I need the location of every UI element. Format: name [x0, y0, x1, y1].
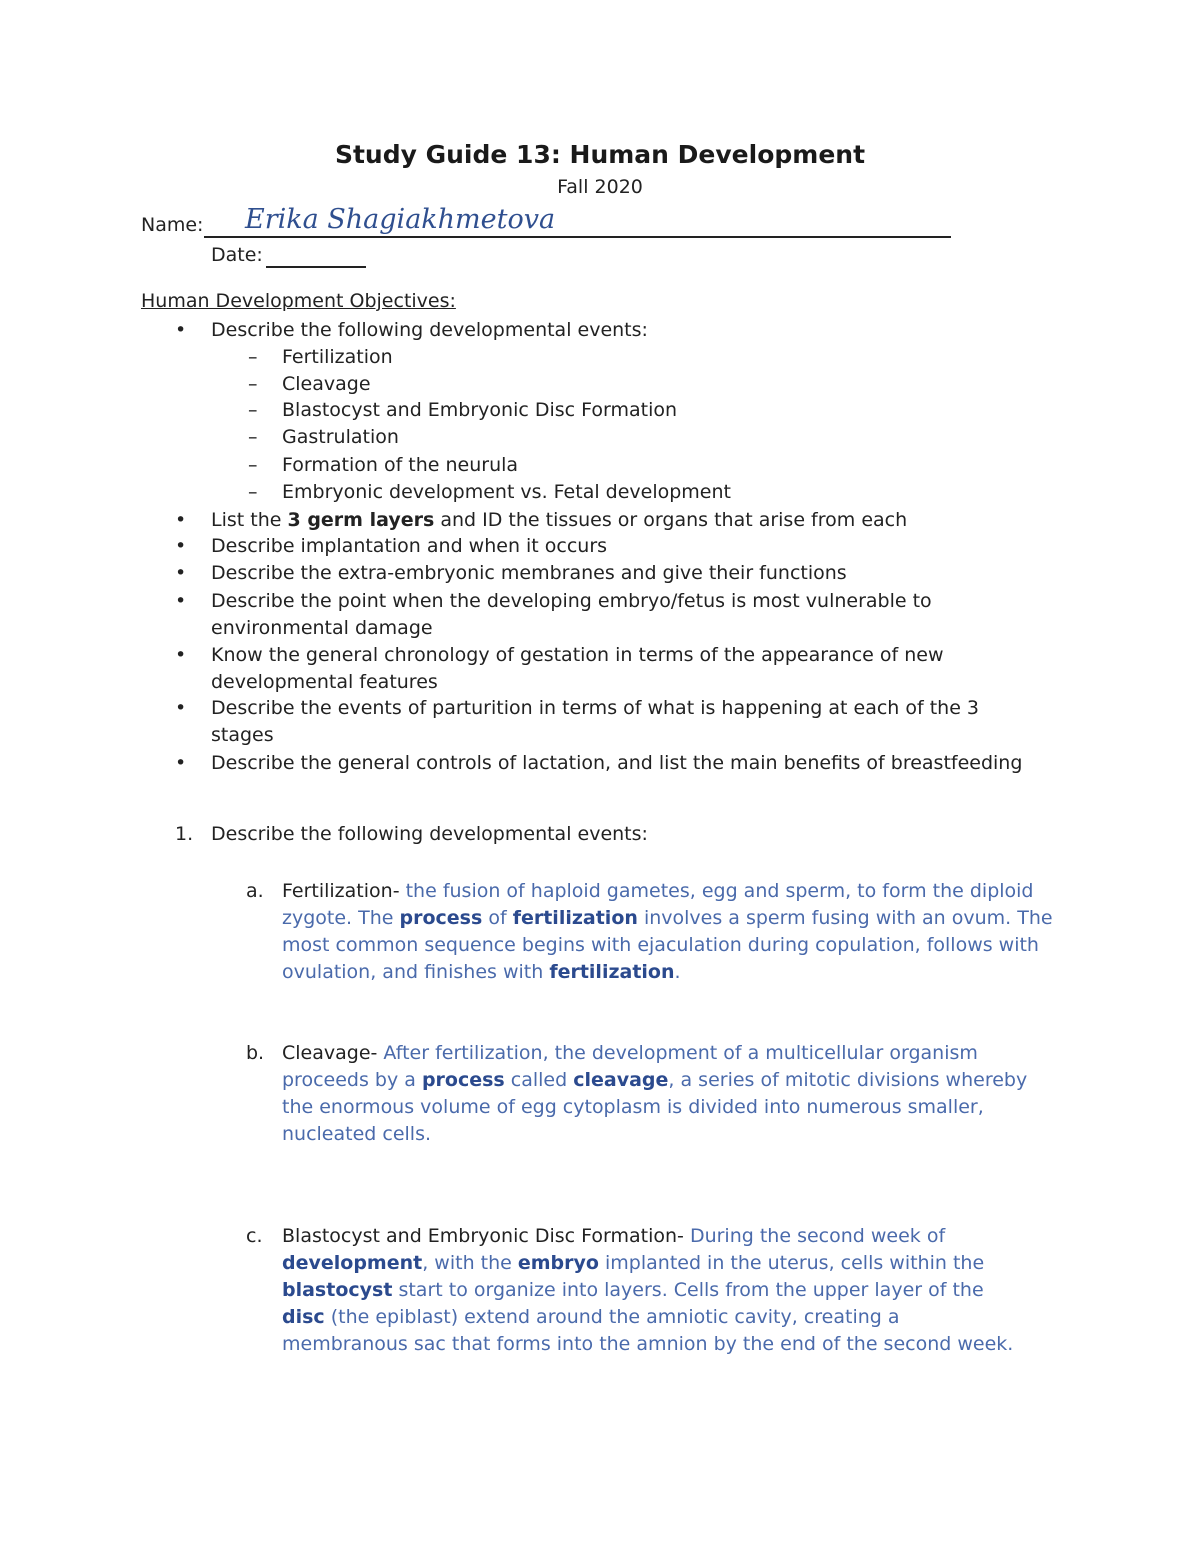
bullet-icon: • [175, 697, 187, 719]
objective-text: Describe the events of parturition in terms of what is happening at each of the 3 stages [211, 697, 980, 746]
dash-icon: – [248, 399, 258, 421]
objectives-heading: Human Development Objectives: [141, 290, 456, 312]
name-field [141, 204, 951, 238]
sub-item-text: Formation of the neurula [282, 454, 519, 476]
objective-item [175, 750, 1091, 777]
sub-item-text: Gastrulation [282, 426, 399, 448]
date-label: Date: [211, 244, 263, 266]
date-underline [266, 266, 366, 268]
objective-text-post: and ID the tissues or organs that arise from each [434, 509, 908, 531]
answer-text: During the second week of development, with the embryo implanted in the uterus, cells within the blastocyst start to organize into layers. Cells from the upper layer of the disc (the epiblast) extend around the amniotic cavity, creating a membranous sac that forms into the amnion by the end of the second week. [282, 1225, 1014, 1355]
answer-label: Blastocyst and Embryonic Disc Formation- [282, 1225, 690, 1247]
answer-b [246, 1040, 1042, 1148]
answer-c [246, 1223, 1027, 1358]
bullet-icon: • [175, 562, 187, 584]
name-label: Name: [141, 214, 204, 236]
objective-text: Describe the point when the developing embryo/fetus is most vulnerable to environmental damage [211, 590, 932, 639]
bullet-icon: • [175, 590, 187, 612]
dash-icon: – [248, 481, 258, 503]
answer-letter: a. [246, 880, 264, 902]
answer-label: Fertilization- [282, 880, 406, 902]
question-number: 1. [175, 823, 194, 845]
student-name: Erika Shagiakhmetova [245, 204, 556, 235]
objective-item [175, 695, 1011, 749]
document-title: Study Guide 13: Human Development [334, 140, 866, 169]
bullet-icon: • [175, 535, 187, 557]
objective-text: Describe implantation and when it occurs [211, 535, 608, 557]
sub-item [248, 479, 731, 506]
dash-icon: – [248, 426, 258, 448]
sub-item [248, 397, 678, 424]
answer-a [246, 878, 1072, 986]
objective-text: Describe the extra-embryonic membranes and give their functions [211, 562, 847, 584]
sub-item-text: Blastocyst and Embryonic Disc Formation [282, 399, 678, 421]
answer-text: the fusion of haploid gametes, egg and sperm, to form the diploid zygote. The process of fertilization involves a sperm fusing with an ovum. The most common sequence begins with ejaculation during copulation, follows with ovulation, and finishes with fertilization. [282, 880, 1053, 983]
objective-text-bold: 3 germ layers [287, 509, 435, 531]
sub-item [248, 424, 399, 451]
answer-letter: c. [246, 1225, 263, 1247]
objective-item [175, 588, 971, 642]
sub-item [248, 344, 393, 371]
dash-icon: – [248, 373, 258, 395]
bullet-icon: • [175, 752, 187, 774]
sub-item [248, 452, 519, 479]
name-underline [204, 236, 951, 238]
objective-text-pre: List the [211, 509, 288, 531]
objective-item [175, 642, 981, 696]
answer-label: Cleavage- [282, 1042, 384, 1064]
date-field [211, 244, 371, 270]
answer-text: After fertilization, the development of a multicellular organism proceeds by a process called cleavage, a series of mitotic divisions whereby the enormous volume of egg cytoplasm is divided into numerous smaller, nucleated cells. [282, 1042, 1028, 1145]
objective-item [175, 533, 1061, 560]
question-1 [175, 823, 648, 845]
objective-text: Know the general chronology of gestation in terms of the appearance of new developmental features [211, 644, 944, 693]
dash-icon: – [248, 454, 258, 476]
answer-letter: b. [246, 1042, 265, 1064]
sub-item-text: Fertilization [282, 346, 393, 368]
document-term: Fall 2020 [557, 176, 643, 198]
dash-icon: – [248, 346, 258, 368]
bullet-icon: • [175, 319, 187, 341]
bullet-icon: • [175, 644, 187, 666]
objective-text: Describe the following developmental events: [211, 319, 648, 341]
sub-item [248, 371, 371, 398]
objective-item [175, 560, 1061, 587]
objective-item [175, 317, 1061, 344]
question-text: Describe the following developmental events: [211, 823, 648, 845]
objective-text: Describe the general controls of lactation, and list the main benefits of breastfeeding [211, 752, 1023, 774]
sub-item-text: Embryonic development vs. Fetal development [282, 481, 731, 503]
objective-item [175, 507, 1061, 534]
sub-item-text: Cleavage [282, 373, 371, 395]
bullet-icon: • [175, 509, 187, 531]
